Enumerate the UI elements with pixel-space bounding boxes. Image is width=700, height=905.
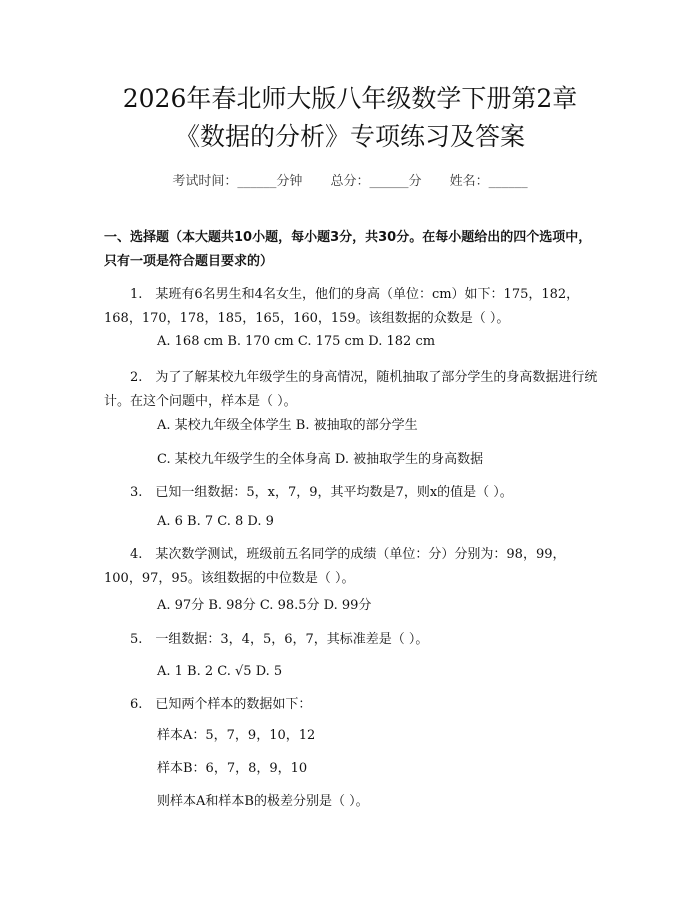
title-line-1: 2026年春北师大版八年级数学下册第2章 [122,84,578,113]
question-6-sample-b: 样本B：6，7，8，9，10 [157,761,308,776]
question-2-options-a: A. 某校九年级全体学生 B. 被抽取的部分学生 [157,418,418,433]
exam-time-field: 考试时间：______分钟 [172,174,303,189]
question-3-options: A. 6 B. 7 C. 8 D. 9 [157,514,274,529]
exam-meta [0,170,700,189]
student-name-field: 姓名：______ [449,174,528,189]
question-2: 2. 为了了解某校九年级学生的身高情况，随机抽取了部分学生的身高数据进行统计。在这个问题中，样本是（ ）。 [104,370,598,409]
question-1: 1. 某班有6名男生和4名女生，他们的身高（单位：cm）如下：175，182，168，170，178，185，165，160，159。该组数据的众数是（ ）。 [104,287,580,326]
question-5: 5. 一组数据：3，4，5，6，7，其标准差是（ ）。 [130,632,429,647]
title-line-2: 《数据的分析》专项练习及答案 [174,122,525,151]
question-4: 4. 某次数学测试，班级前五名同学的成绩（单位：分）分别为：98，99，100，97，95。该组数据的中位数是（ ）。 [104,547,566,586]
question-2-options-b: C. 某校九年级学生的全体身高 D. 被抽取学生的身高数据 [157,452,484,467]
question-6: 6. 已知两个样本的数据如下： [130,697,312,712]
section-heading: 一、选择题（本大题共10小题，每小题3分，共30分。在每小题给出的四个选项中，只有一项是符合题目要求的） [104,230,592,269]
question-3: 3. 已知一组数据：5，x，7，9，其平均数是7，则x的值是（ ）。 [130,485,513,500]
question-1-options: A. 168 cm B. 170 cm C. 175 cm D. 182 cm [157,334,436,349]
question-4-options: A. 97分 B. 98分 C. 98.5分 D. 99分 [157,598,372,613]
question-6-sample-a: 样本A：5，7，9，10，12 [157,728,316,743]
total-score-field: 总分：______分 [330,174,422,189]
question-6-prompt: 则样本A和样本B的极差分别是（ ）。 [157,794,369,809]
question-5-options: A. 1 B. 2 C. √5 D. 5 [157,664,283,679]
